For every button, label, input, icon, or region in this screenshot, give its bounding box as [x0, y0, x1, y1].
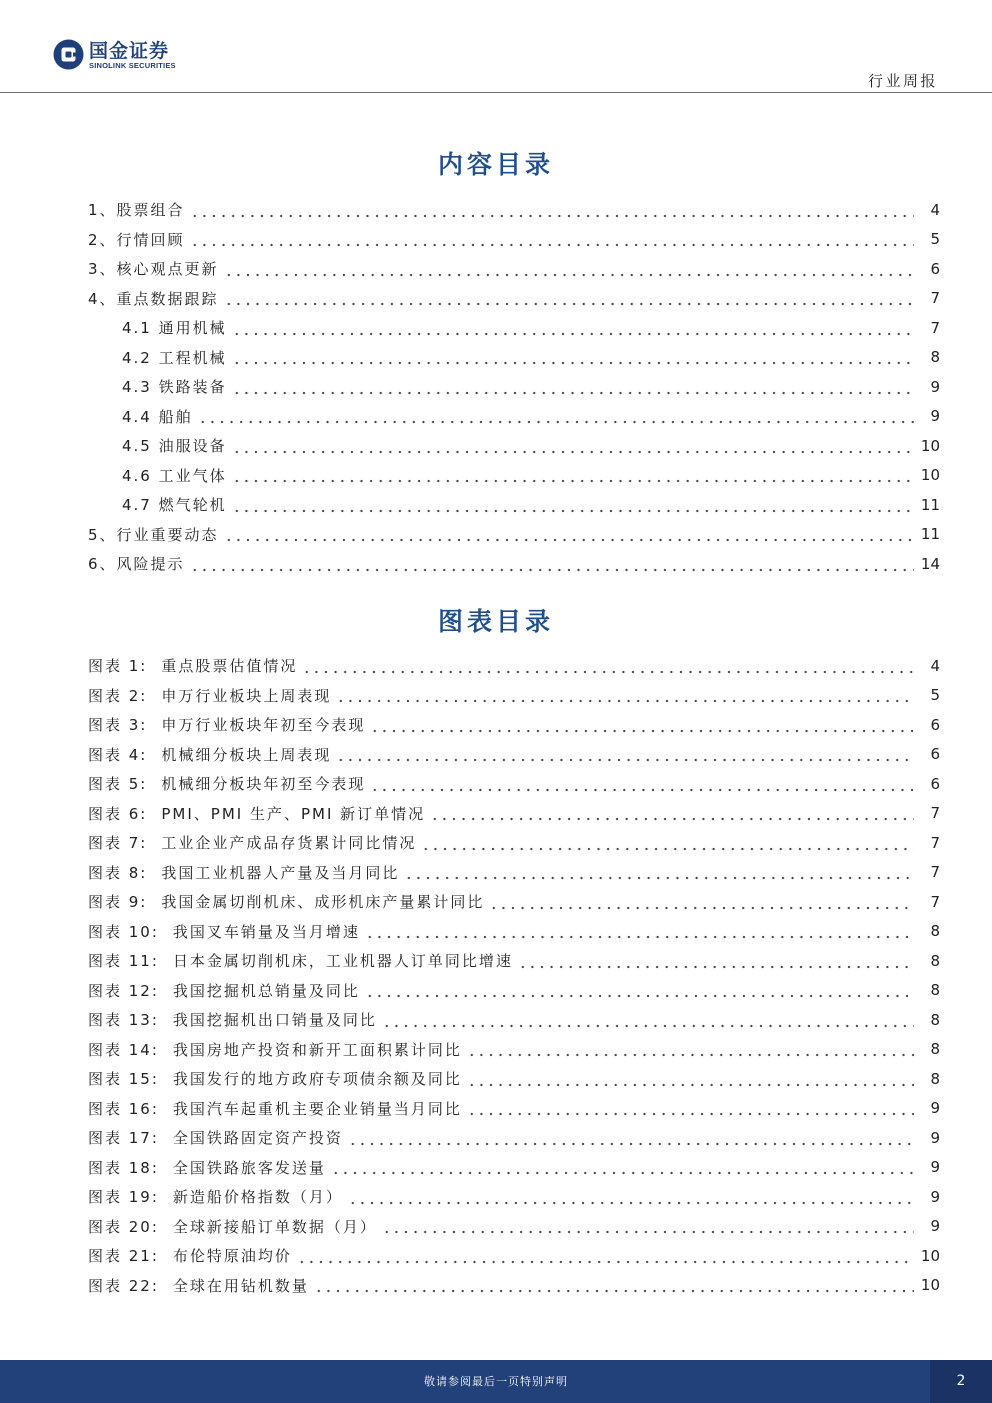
figure-entry-page: 9 — [930, 1217, 940, 1236]
figure-entry[interactable] — [88, 651, 940, 681]
figure-entry[interactable] — [88, 887, 940, 917]
sinolink-logo-icon — [53, 39, 84, 70]
dot-leader — [428, 799, 914, 829]
figure-entry[interactable] — [88, 740, 940, 770]
page-number: 2 — [930, 1360, 992, 1403]
figure-entry-page: 8 — [930, 1040, 940, 1059]
figure-entry-number: 图表 7: — [88, 834, 148, 853]
figure-entry-number: 图表 3: — [88, 716, 148, 735]
figure-list-title: 图表目录 — [437, 607, 554, 636]
dot-leader — [363, 917, 914, 947]
toc-subentry[interactable] — [88, 490, 940, 520]
figure-entry-title: 申万行业板块年初至今表现 — [161, 716, 366, 735]
toc-entry-page: 8 — [930, 348, 940, 367]
dot-leader — [300, 651, 914, 681]
header-rule — [0, 92, 992, 93]
figure-entry-page: 8 — [930, 922, 940, 941]
figure-entry[interactable] — [88, 1035, 940, 1065]
toc-entry-label: 6、风险提示 — [88, 555, 185, 574]
figure-entry-number: 图表 10: — [88, 922, 159, 941]
dot-leader — [380, 1005, 914, 1035]
figure-entry[interactable] — [88, 769, 940, 799]
dot-leader — [222, 520, 914, 550]
toc-subentry[interactable] — [88, 372, 940, 402]
dot-leader — [402, 858, 914, 888]
toc-subentry[interactable] — [88, 431, 940, 461]
figure-entry-page: 6 — [930, 774, 940, 793]
toc-subentry[interactable] — [88, 313, 940, 343]
figure-entry-number: 图表 22: — [88, 1276, 159, 1295]
toc-entry-page: 7 — [930, 318, 940, 337]
dot-leader — [363, 976, 914, 1006]
toc-entry[interactable] — [88, 225, 940, 255]
logo-wordmark-cn: 国金证券 — [89, 40, 170, 62]
figure-entry-page: 6 — [930, 745, 940, 764]
dot-leader — [419, 828, 914, 858]
figure-entry-number: 图表 17: — [88, 1129, 159, 1148]
figure-entry-title: 申万行业板块上周表现 — [161, 686, 332, 705]
figure-entry-page: 8 — [930, 951, 940, 970]
figure-entry-title: 全国铁路旅客发送量 — [172, 1158, 326, 1177]
dot-leader — [230, 490, 914, 520]
figure-entry-number: 图表 4: — [88, 745, 148, 764]
figure-entry-title: 全球新接船订单数据（月） — [172, 1217, 377, 1236]
figure-entry-page: 8 — [930, 1010, 940, 1029]
figure-entry[interactable] — [88, 799, 940, 829]
dot-leader — [380, 1212, 914, 1242]
figure-entry-page: 7 — [930, 892, 940, 911]
figure-entry-title: 全国铁路固定资产投资 — [172, 1129, 343, 1148]
figure-entry-title: 我国汽车起重机主要企业销量当月同比 — [172, 1099, 462, 1118]
toc-entry[interactable] — [88, 520, 940, 550]
figure-entry[interactable] — [88, 1212, 940, 1242]
footer-disclaimer: 敬请参阅最后一页特别声明 — [424, 1375, 568, 1388]
dot-leader — [222, 284, 914, 314]
toc-entry-page: 11 — [920, 525, 940, 544]
toc-subentry[interactable] — [88, 402, 940, 432]
toc-subentry[interactable] — [88, 461, 940, 491]
toc-entry-label: 4.1 通用机械 — [122, 319, 227, 338]
dot-leader — [230, 431, 914, 461]
figure-entry-title: 我国房地产投资和新开工面积累计同比 — [172, 1040, 462, 1059]
figure-entry-title: 我国叉车销量及当月增速 — [172, 922, 360, 941]
dot-leader — [196, 402, 914, 432]
dot-leader — [465, 1094, 914, 1124]
figure-entry[interactable] — [88, 976, 940, 1006]
figure-entry-number: 图表 9: — [88, 893, 148, 912]
toc-entry-page: 9 — [930, 407, 940, 426]
figure-entry-page: 9 — [930, 1187, 940, 1206]
figure-entry-title: 我国挖掘机总销量及同比 — [172, 981, 360, 1000]
toc-title: 内容目录 — [437, 150, 554, 179]
toc-entry-label: 5、行业重要动态 — [88, 525, 219, 544]
report-type-label: 行业周报 — [868, 72, 939, 90]
figure-entry-title: 我国工业机器人产量及当月同比 — [161, 863, 400, 882]
toc-entry-label: 4.5 油服设备 — [122, 437, 227, 456]
dot-leader — [465, 1064, 914, 1094]
dot-leader — [188, 549, 914, 579]
dot-leader — [334, 740, 914, 770]
dot-leader — [230, 372, 914, 402]
toc-entry-label: 2、行情回顾 — [88, 230, 185, 249]
figure-entry[interactable] — [88, 828, 940, 858]
toc-entry[interactable] — [88, 549, 940, 579]
figure-entry-title: 全球在用钻机数量 — [172, 1276, 309, 1295]
figure-entry-number: 图表 15: — [88, 1070, 159, 1089]
toc-entry-label: 4、重点数据跟踪 — [88, 289, 219, 308]
dot-leader — [329, 1153, 914, 1183]
figure-list — [88, 651, 940, 1300]
figure-entry-title: 工业企业产成品存货累计同比情况 — [161, 834, 417, 853]
figure-entry-number: 图表 19: — [88, 1188, 159, 1207]
dot-leader — [222, 254, 914, 284]
figure-entry[interactable] — [88, 946, 940, 976]
figure-entry[interactable] — [88, 1182, 940, 1212]
figure-entry-title: PMI、PMI 生产、PMI 新订单情况 — [161, 804, 426, 823]
figure-entry-number: 图表 11: — [88, 952, 159, 971]
figure-entry-number: 图表 18: — [88, 1158, 159, 1177]
figure-entry[interactable] — [88, 1271, 940, 1301]
toc-entry-label: 4.3 铁路装备 — [122, 378, 227, 397]
toc-entry[interactable] — [88, 284, 940, 314]
figure-entry-title: 我国挖掘机出口销量及同比 — [172, 1011, 377, 1030]
dot-leader — [312, 1271, 914, 1301]
figure-entry-number: 图表 5: — [88, 775, 148, 794]
toc-entry-page: 10 — [920, 466, 940, 485]
figure-entry-page: 9 — [930, 1158, 940, 1177]
figure-entry[interactable] — [88, 1241, 940, 1271]
dot-leader — [487, 887, 914, 917]
figure-entry[interactable] — [88, 1123, 940, 1153]
toc-entry[interactable] — [88, 254, 940, 284]
logo-core — [66, 52, 72, 58]
toc-entry-label: 4.2 工程机械 — [122, 348, 227, 367]
dot-leader — [346, 1182, 914, 1212]
figure-entry-page: 6 — [930, 715, 940, 734]
figure-entry-page: 9 — [930, 1099, 940, 1118]
dot-leader — [368, 769, 914, 799]
toc-entry-page: 9 — [930, 377, 940, 396]
figure-entry-page: 10 — [920, 1246, 940, 1265]
figure-entry-page: 4 — [930, 656, 940, 675]
figure-entry-page: 8 — [930, 1069, 940, 1088]
dot-leader — [230, 461, 914, 491]
figure-entry-number: 图表 6: — [88, 804, 148, 823]
figure-entry-title: 布伦特原油均价 — [172, 1247, 292, 1266]
logo-wordmark-en: SINOLINK SECURITIES — [89, 61, 176, 70]
figure-entry-number: 图表 20: — [88, 1217, 159, 1236]
figure-entry-title: 机械细分板块上周表现 — [161, 745, 332, 764]
figure-entry-title: 新造船价格指数（月） — [172, 1188, 343, 1207]
figure-entry-number: 图表 8: — [88, 863, 148, 882]
figure-entry-title: 机械细分板块年初至今表现 — [161, 775, 366, 794]
dot-leader — [465, 1035, 914, 1065]
figure-entry-number: 图表 12: — [88, 981, 159, 1000]
figure-entry[interactable] — [88, 858, 940, 888]
logo-notch — [73, 53, 77, 57]
dot-leader — [334, 681, 914, 711]
dot-leader — [346, 1123, 914, 1153]
figure-entry-number: 图表 16: — [88, 1099, 159, 1118]
figure-entry-title: 日本金属切削机床，工业机器人订单同比增速 — [172, 952, 513, 971]
figure-entry-number: 图表 21: — [88, 1247, 159, 1266]
figure-entry-page: 5 — [930, 686, 940, 705]
dot-leader — [230, 313, 914, 343]
figure-entry-number: 图表 13: — [88, 1011, 159, 1030]
toc-list — [88, 195, 940, 579]
figure-entry-title: 重点股票估值情况 — [161, 657, 298, 676]
toc-entry-label: 1、股票组合 — [88, 201, 185, 220]
toc-entry-page: 6 — [930, 259, 940, 278]
figure-entry-page: 9 — [930, 1128, 940, 1147]
figure-entry[interactable] — [88, 710, 940, 740]
dot-leader — [368, 710, 914, 740]
toc-entry-label: 4.7 燃气轮机 — [122, 496, 227, 515]
figure-entry-page: 7 — [930, 863, 940, 882]
figure-entry-title: 我国发行的地方政府专项债余额及同比 — [172, 1070, 462, 1089]
figure-entry[interactable] — [88, 1005, 940, 1035]
dot-leader — [295, 1241, 914, 1271]
figure-entry[interactable] — [88, 1094, 940, 1124]
figure-entry[interactable] — [88, 1064, 940, 1094]
figure-entry-page: 7 — [930, 833, 940, 852]
toc-entry-label: 4.4 船舶 — [122, 407, 193, 426]
figure-entry-title: 我国金属切削机床、成形机床产量累计同比 — [161, 893, 485, 912]
figure-entry[interactable] — [88, 1153, 940, 1183]
figure-entry-page: 7 — [930, 804, 940, 823]
dot-leader — [230, 343, 914, 373]
dot-leader — [188, 195, 914, 225]
toc-subentry[interactable] — [88, 343, 940, 373]
toc-entry-page: 14 — [920, 554, 940, 573]
figure-entry[interactable] — [88, 917, 940, 947]
toc-entry-page: 11 — [920, 495, 940, 514]
dot-leader — [516, 946, 914, 976]
toc-entry-page: 4 — [930, 200, 940, 219]
figure-entry-number: 图表 1: — [88, 657, 148, 676]
figure-entry[interactable] — [88, 681, 940, 711]
dot-leader — [188, 225, 914, 255]
toc-entry-page: 5 — [930, 230, 940, 249]
toc-entry-label: 3、核心观点更新 — [88, 260, 219, 279]
figure-entry-number: 图表 2: — [88, 686, 148, 705]
figure-entry-number: 图表 14: — [88, 1040, 159, 1059]
figure-entry-page: 8 — [930, 981, 940, 1000]
toc-entry-page: 7 — [930, 289, 940, 308]
figure-entry-page: 10 — [920, 1276, 940, 1295]
toc-entry-label: 4.6 工业气体 — [122, 466, 227, 485]
toc-entry-page: 10 — [920, 436, 940, 455]
toc-entry[interactable] — [88, 195, 940, 225]
